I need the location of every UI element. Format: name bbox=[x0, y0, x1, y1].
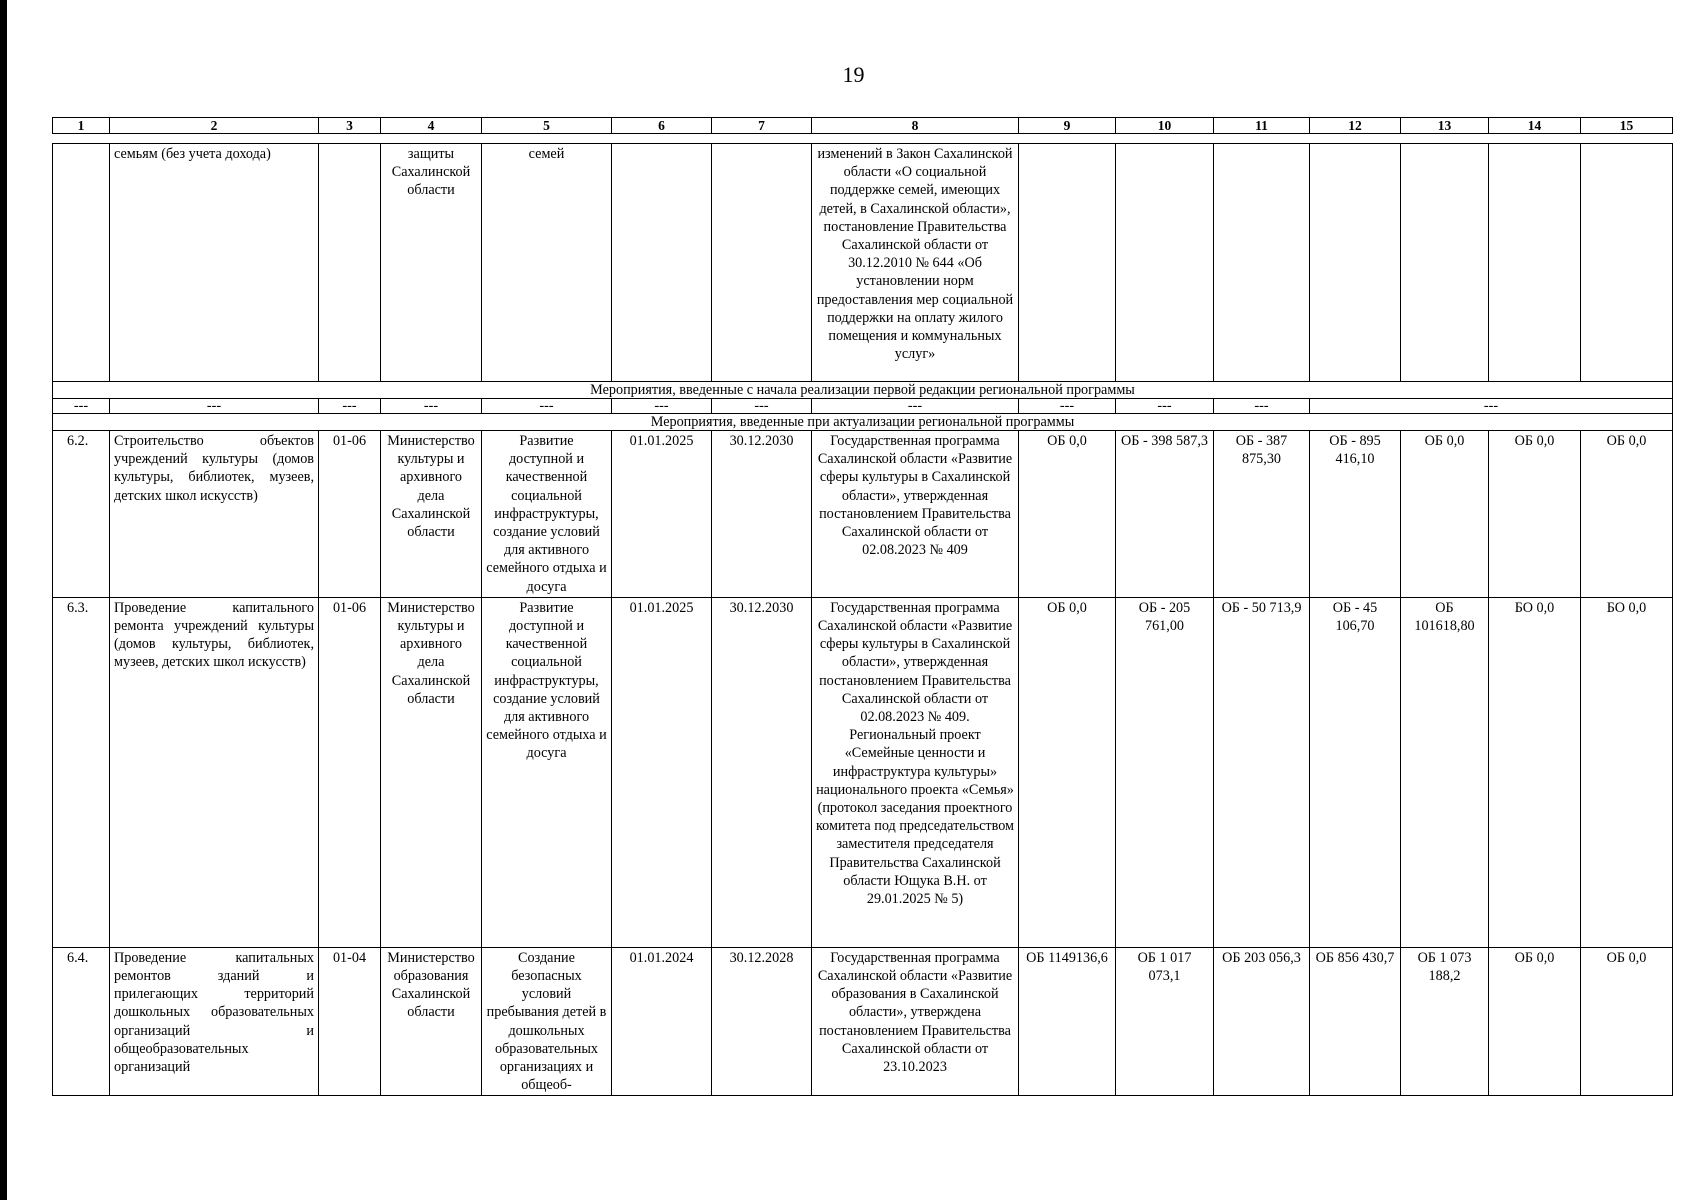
table-row-continued bbox=[53, 144, 1673, 382]
col-number: 3 bbox=[319, 118, 381, 134]
cell-fin-11: ОБ - 50 713,9 bbox=[1214, 597, 1310, 947]
cell-name: семьям (без учета дохода) bbox=[110, 144, 319, 382]
dash-cell: --- bbox=[1116, 399, 1214, 414]
cell-fin bbox=[1019, 144, 1116, 382]
dash-cell: --- bbox=[1019, 399, 1116, 414]
cell-fin-12: ОБ 856 430,7 bbox=[1310, 947, 1401, 1096]
cell-code: 01-04 bbox=[319, 947, 381, 1096]
program-table bbox=[52, 117, 1673, 1096]
dash-cell: --- bbox=[53, 399, 110, 414]
col-number: 5 bbox=[482, 118, 612, 134]
col-number: 1 bbox=[53, 118, 110, 134]
col-number: 4 bbox=[381, 118, 482, 134]
column-number-row bbox=[53, 118, 1673, 134]
table-row bbox=[53, 947, 1673, 1096]
cell-num: 6.4. bbox=[53, 947, 110, 1096]
cell-fin-9: ОБ 1149136,6 bbox=[1019, 947, 1116, 1096]
cell-fin-10: ОБ 1 017 073,1 bbox=[1116, 947, 1214, 1096]
cell-executor: Министерство культуры и архивного дела Сахалинской области bbox=[381, 431, 482, 598]
cell-fin bbox=[1116, 144, 1214, 382]
cell-fin-14: ОБ 0,0 bbox=[1489, 947, 1581, 1096]
col-number: 9 bbox=[1019, 118, 1116, 134]
cell-fin bbox=[1489, 144, 1581, 382]
header-gap bbox=[53, 134, 1673, 144]
cell-goal: семей bbox=[482, 144, 612, 382]
col-number: 14 bbox=[1489, 118, 1581, 134]
col-number: 7 bbox=[712, 118, 812, 134]
table-row bbox=[53, 431, 1673, 598]
dash-cell-merged: --- bbox=[1310, 399, 1673, 414]
cell-num: 6.3. bbox=[53, 597, 110, 947]
dash-cell: --- bbox=[482, 399, 612, 414]
cell-fin-9: ОБ 0,0 bbox=[1019, 597, 1116, 947]
cell-basis: Государственная программа Сахалинской области «Развитие сферы культуры в Сахалинской области», утвержденная постановлением Правительства Сахалинской области от 02.08.2023 № 409. Региональный проект «Семейные ценности и инфраструктура культуры» национального проекта «Семья» (протокол заседания проектного комитета под председательством заместителя председателя Правительства Сахалинской области Ющука В.Н. от 29.01.2025 № 5) bbox=[812, 597, 1019, 947]
col-number: 12 bbox=[1310, 118, 1401, 134]
col-number: 10 bbox=[1116, 118, 1214, 134]
dash-cell: --- bbox=[712, 399, 812, 414]
dash-row bbox=[53, 399, 1673, 414]
section-row bbox=[53, 382, 1673, 399]
cell-start: 01.01.2025 bbox=[612, 431, 712, 598]
cell-fin-11: ОБ 203 056,3 bbox=[1214, 947, 1310, 1096]
dash-cell: --- bbox=[1214, 399, 1310, 414]
cell-end: 30.12.2030 bbox=[712, 597, 812, 947]
cell-fin-15: БО 0,0 bbox=[1581, 597, 1673, 947]
cell-fin-10: ОБ - 205 761,00 bbox=[1116, 597, 1214, 947]
cell-fin-14: ОБ 0,0 bbox=[1489, 431, 1581, 598]
cell-executor: Министерство образования Сахалинской области bbox=[381, 947, 482, 1096]
cell-fin bbox=[1310, 144, 1401, 382]
cell-goal: Развитие доступной и качественной социальной инфраструктуры, создание условий для активного семейного отдыха и досуга bbox=[482, 597, 612, 947]
cell-start: 01.01.2025 bbox=[612, 597, 712, 947]
cell-fin-12: ОБ - 45 106,70 bbox=[1310, 597, 1401, 947]
cell-code: 01-06 bbox=[319, 431, 381, 598]
cell-goal: Развитие доступной и качественной социальной инфраструктуры, создание условий для активного семейного отдыха и досуга bbox=[482, 431, 612, 598]
col-number: 6 bbox=[612, 118, 712, 134]
col-number: 15 bbox=[1581, 118, 1673, 134]
section-title-first: Мероприятия, введенные с начала реализации первой редакции региональной программы bbox=[53, 382, 1673, 399]
cell-fin-13: ОБ 0,0 bbox=[1401, 431, 1489, 598]
cell-fin-11: ОБ - 387 875,30 bbox=[1214, 431, 1310, 598]
program-table-container bbox=[52, 117, 1672, 1096]
cell-executor: Министерство культуры и архивного дела Сахалинской области bbox=[381, 597, 482, 947]
cell-fin-10: ОБ - 398 587,3 bbox=[1116, 431, 1214, 598]
section-row bbox=[53, 414, 1673, 431]
cell-fin bbox=[1401, 144, 1489, 382]
cell-name: Строительство объектов учреждений культуры (домов культуры, библиотек, музеев, детских школ искусств) bbox=[110, 431, 319, 598]
cell-end: 30.12.2030 bbox=[712, 431, 812, 598]
cell-fin-12: ОБ - 895 416,10 bbox=[1310, 431, 1401, 598]
cell-name: Проведение капитального ремонта учреждений культуры (домов культуры, библиотек, музеев, детских школ искусств) bbox=[110, 597, 319, 947]
cell-name: Проведение капитальных ремонтов зданий и прилегающих территорий дошкольных образовательных организаций и общеобразовательных организаций bbox=[110, 947, 319, 1096]
cell-goal: Создание безопасных условий пребывания детей в дошкольных образовательных организациях и общеоб- bbox=[482, 947, 612, 1096]
cell-fin-15: ОБ 0,0 bbox=[1581, 431, 1673, 598]
table-row bbox=[53, 597, 1673, 947]
cell-start: 01.01.2024 bbox=[612, 947, 712, 1096]
cell-num: 6.2. bbox=[53, 431, 110, 598]
col-number: 11 bbox=[1214, 118, 1310, 134]
cell-fin bbox=[1581, 144, 1673, 382]
section-title-update: Мероприятия, введенные при актуализации региональной программы bbox=[53, 414, 1673, 431]
dash-cell: --- bbox=[381, 399, 482, 414]
cell-fin-14: БО 0,0 bbox=[1489, 597, 1581, 947]
cell-fin-13: ОБ 1 073 188,2 bbox=[1401, 947, 1489, 1096]
cell-code bbox=[319, 144, 381, 382]
dash-cell: --- bbox=[319, 399, 381, 414]
cell-fin bbox=[1214, 144, 1310, 382]
cell-basis: изменений в Закон Сахалинской области «О социальной поддержке семей, имеющих детей, в Сахалинской области», постановление Правительства Сахалинской области от 30.12.2010 № 644 «Об установлении норм предоставления мер социальной поддержки на оплату жилого помещения и коммунальных услуг» bbox=[812, 144, 1019, 382]
cell-basis: Государственная программа Сахалинской области «Развитие сферы культуры в Сахалинской области», утвержденная постановлением Правительства Сахалинской области от 02.08.2023 № 409 bbox=[812, 431, 1019, 598]
cell-executor: защиты Сахалинской области bbox=[381, 144, 482, 382]
cell-num bbox=[53, 144, 110, 382]
cell-end bbox=[712, 144, 812, 382]
gap-cell bbox=[53, 134, 1673, 144]
cell-start bbox=[612, 144, 712, 382]
col-number: 2 bbox=[110, 118, 319, 134]
cell-basis: Государственная программа Сахалинской области «Развитие образования в Сахалинской области», утверждена постановлением Правительства Сахалинской области от 23.10.2023 bbox=[812, 947, 1019, 1096]
col-number: 8 bbox=[812, 118, 1019, 134]
scan-edge bbox=[0, 0, 7, 1200]
page-number: 19 bbox=[842, 62, 865, 87]
col-number: 13 bbox=[1401, 118, 1489, 134]
dash-cell: --- bbox=[812, 399, 1019, 414]
dash-cell: --- bbox=[110, 399, 319, 414]
dash-cell: --- bbox=[612, 399, 712, 414]
cell-fin-15: ОБ 0,0 bbox=[1581, 947, 1673, 1096]
cell-code: 01-06 bbox=[319, 597, 381, 947]
cell-fin-9: ОБ 0,0 bbox=[1019, 431, 1116, 598]
cell-fin-13: ОБ 101618,80 bbox=[1401, 597, 1489, 947]
cell-end: 30.12.2028 bbox=[712, 947, 812, 1096]
